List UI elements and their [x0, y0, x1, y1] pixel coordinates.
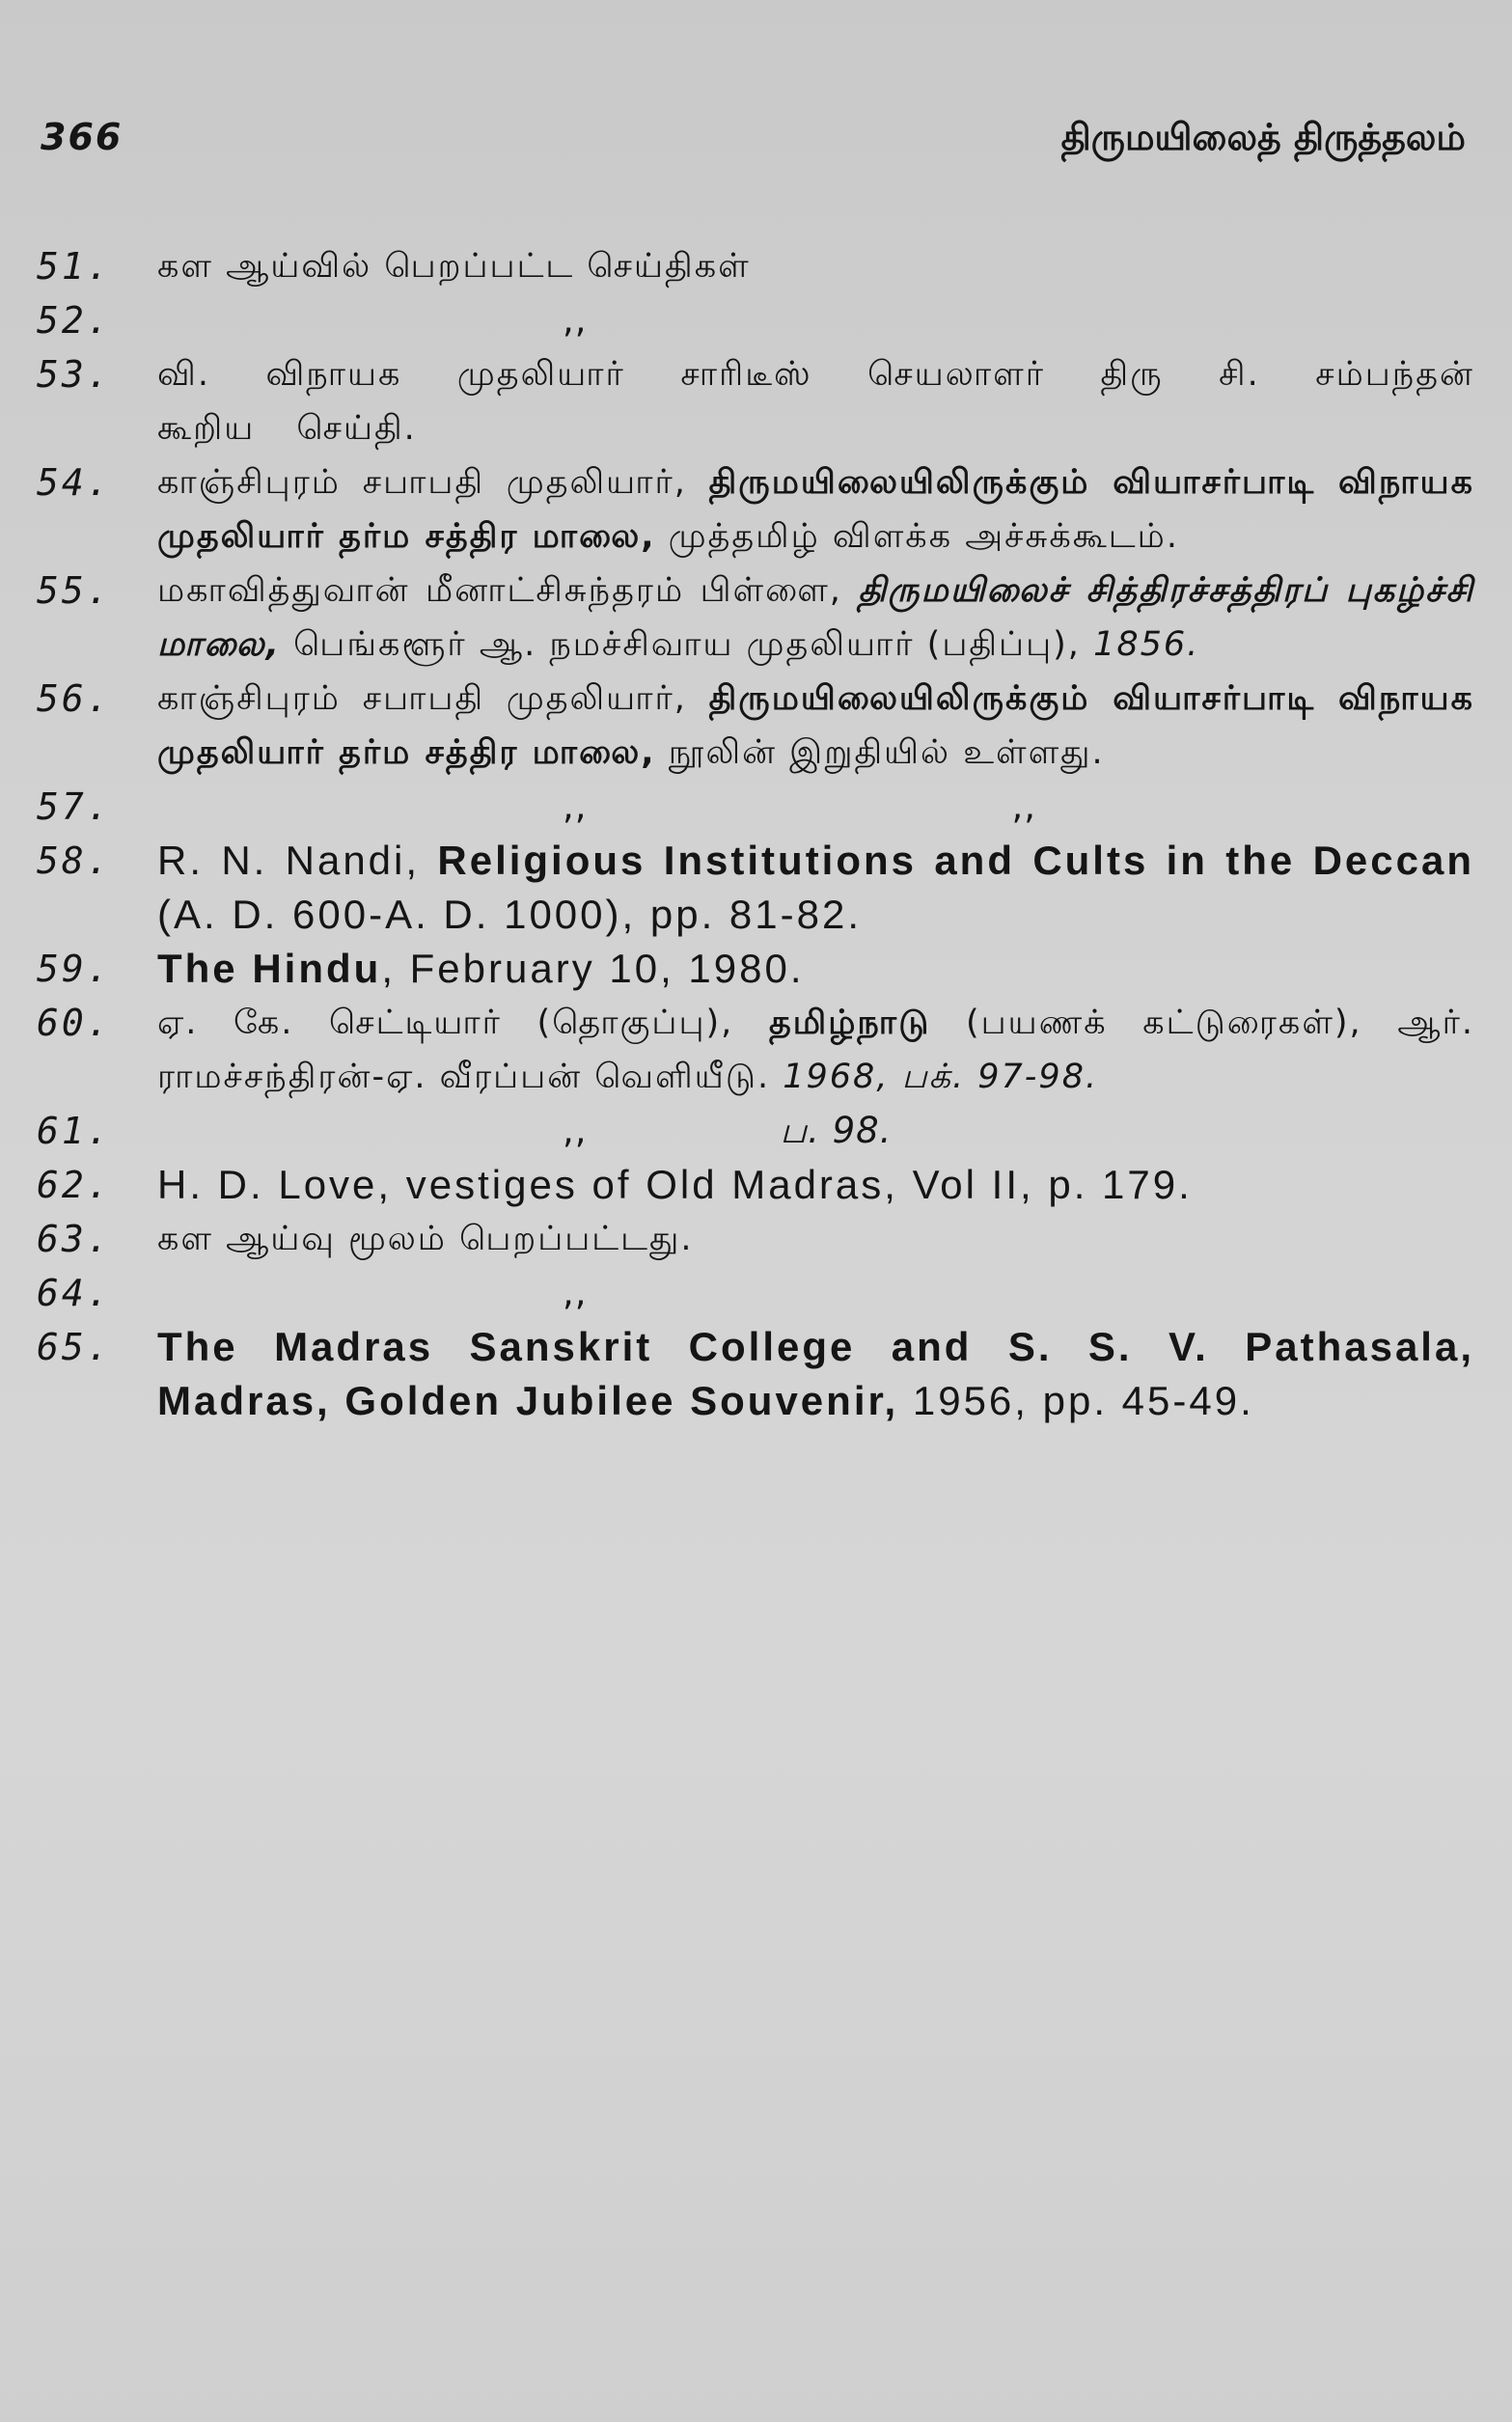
note-location: நூலின் இறுதியில் உள்ளது. — [668, 733, 1105, 772]
note-number: 59. — [37, 948, 112, 990]
note-number: 61. — [37, 1110, 112, 1152]
note-details: (A. D. 600-A. D. 1000), pp. 81-82. — [157, 892, 862, 937]
note-58 — [37, 834, 1474, 942]
note-work-title: திருமயிலைச் சித்திரச்சத்திரப் புகழ்ச்சி மாலை, — [157, 571, 1474, 664]
note-publisher: முத்தமிழ் விளக்க அச்சுக்கூடம். — [668, 517, 1179, 556]
note-51 — [37, 239, 1474, 293]
page-number: 366 — [41, 116, 124, 158]
note-53 — [37, 347, 1474, 455]
note-56 — [37, 672, 1474, 780]
note-number: 52. — [37, 299, 112, 342]
note-text: H. D. Love, vestiges of Old Madras, Vol II, p. 179. — [157, 1162, 1193, 1207]
note-60 — [37, 996, 1474, 1104]
endnotes-list — [37, 239, 1474, 1428]
running-title: திருமயிலைத் திருத்தலம் — [1060, 116, 1466, 158]
note-work-title: Religious Institutions and Cults in the Deccan — [437, 838, 1475, 883]
ditto-mark: ,, — [563, 1110, 588, 1151]
note-number: 62. — [37, 1164, 112, 1206]
note-author: ஏ. கே. செட்டியார் (தொகுப்பு), — [157, 1004, 734, 1042]
ditto-mark: ,, — [563, 1272, 588, 1313]
note-number: 60. — [37, 1002, 112, 1044]
note-number: 51. — [37, 245, 112, 288]
note-55 — [37, 564, 1474, 672]
note-number: 58. — [37, 839, 112, 882]
note-59 — [37, 942, 1474, 996]
note-work-title: The Madras Sanskrit College and S. S. V. Pathasala, Madras, Golden Jubilee Souvenir, — [157, 1324, 1474, 1423]
note-author: காஞ்சிபுரம் சபாபதி முதலியார், — [157, 679, 687, 718]
note-date: , February 10, 1980. — [381, 946, 805, 991]
ditto-mark: ,, — [563, 299, 588, 341]
note-number: 53. — [37, 353, 112, 396]
note-text — [157, 834, 1474, 942]
page-header — [41, 116, 1466, 174]
note-text: கள ஆய்வில் பெறப்பட்ட செய்திகள் — [157, 247, 751, 286]
note-number: 64. — [37, 1272, 112, 1314]
ditto-marks — [157, 780, 1474, 834]
note-author: மகாவித்துவான் மீனாட்சிசுந்தரம் பிள்ளை, — [157, 571, 842, 610]
note-work-title: திருமயிலையிலிருக்கும் வியாசர்பாடி விநாயக முதலியார் தர்ம சத்திர மாலை, — [157, 679, 1474, 772]
note-62 — [37, 1158, 1474, 1212]
note-work-title: திருமயிலையிலிருக்கும் வியாசர்பாடி விநாயக முதலியார் தர்ம சத்திர மாலை, — [157, 463, 1474, 556]
note-work-title: The Hindu — [157, 946, 382, 991]
note-text: வி. விநாயக முதலியார் சாரிடீஸ் செயலாளர் திரு சி. சம்பந்தன் கூறிய செய்தி. — [157, 355, 1474, 448]
note-61 — [37, 1104, 1474, 1158]
ditto-mark: ,, — [563, 785, 588, 827]
note-publisher: (பயணக் கட்டுரைகள்), ஆர். ராமச்சந்திரன்-ஏ. வீரப்பன் வெளியீடு. — [157, 1004, 1474, 1096]
note-65 — [37, 1320, 1474, 1428]
note-text — [157, 1320, 1474, 1428]
note-editor: பெங்களூர் ஆ. நமச்சிவாய முதலியார் (பதிப்பு), — [293, 625, 1081, 664]
note-number: 55. — [37, 569, 112, 612]
note-54 — [37, 455, 1474, 564]
note-number: 63. — [37, 1218, 112, 1260]
note-author: R. N. Nandi, — [157, 838, 421, 883]
note-64 — [37, 1266, 1474, 1320]
note-52 — [37, 293, 1474, 347]
note-number: 57. — [37, 785, 112, 828]
note-text — [157, 672, 1474, 780]
note-work-title: தமிழ்நாடு — [768, 1004, 931, 1042]
ditto-mark: ,, — [1011, 785, 1037, 827]
note-57 — [37, 780, 1474, 834]
note-author: காஞ்சிபுரம் சபாபதி முதலியார், — [157, 463, 687, 502]
note-text — [157, 996, 1474, 1104]
note-number: 65. — [37, 1326, 112, 1368]
note-63 — [37, 1212, 1474, 1266]
note-year-pages: 1968, பக். 97-98. — [783, 1058, 1099, 1096]
note-number: 54. — [37, 461, 112, 504]
note-text — [157, 1104, 1474, 1158]
note-year-pages: 1956, pp. 45-49. — [912, 1378, 1254, 1423]
note-text — [157, 564, 1474, 672]
note-text — [157, 942, 1474, 996]
note-page-ref: ப. 98. — [780, 1110, 893, 1151]
note-text: கள ஆய்வு மூலம் பெறப்பட்டது. — [157, 1220, 694, 1258]
note-year: 1856. — [1093, 625, 1200, 664]
note-number: 56. — [37, 677, 112, 720]
note-text — [157, 455, 1474, 564]
